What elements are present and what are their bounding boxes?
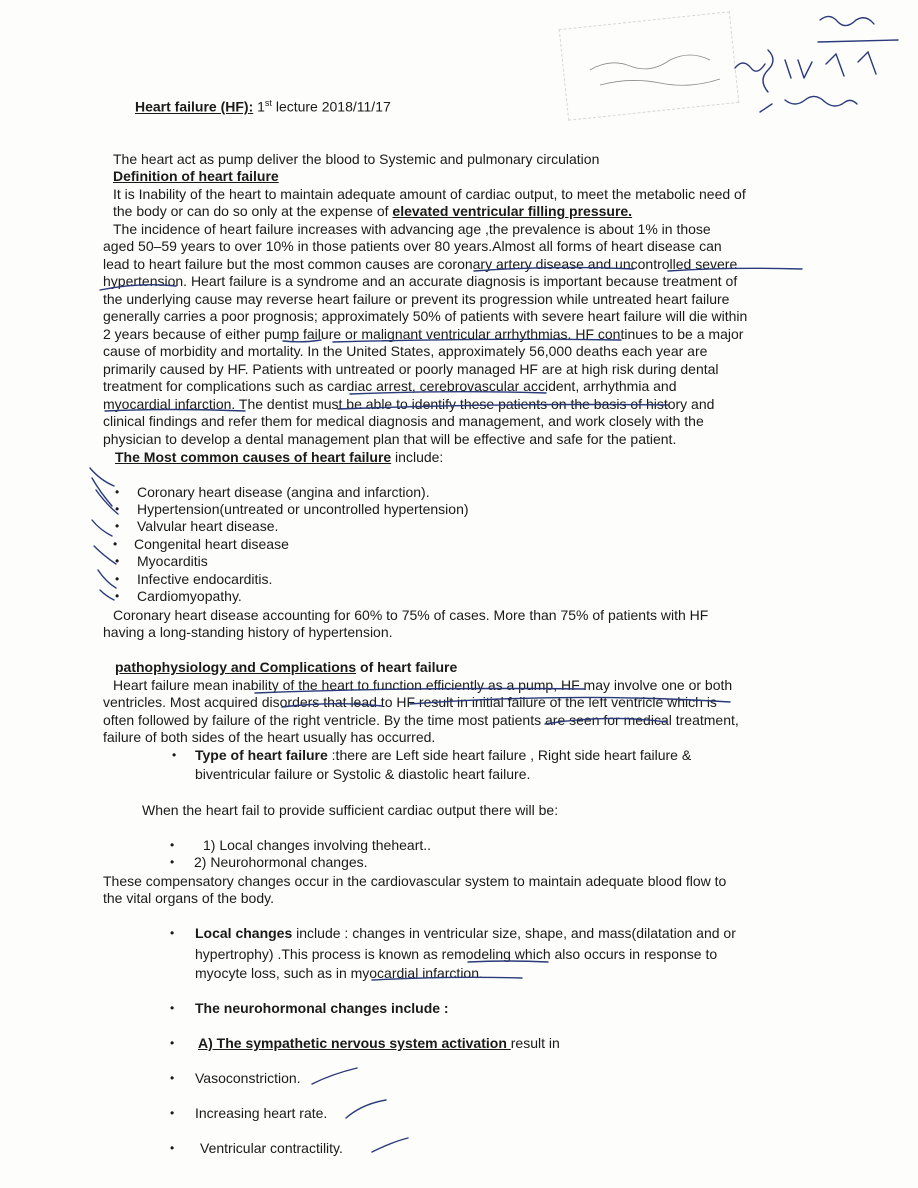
bullet: • bbox=[115, 572, 120, 586]
incidence-line: 2 years because of either pump failure or malignant ventricular arrhythmias. HF continues to be a major bbox=[103, 326, 744, 342]
incidence-line: treatment for complications such as cardiac arrest, cerebrovascular accident, arrhythmia and bbox=[103, 378, 677, 394]
incidence-line: hypertension. Heart failure is a syndrome and an accurate diagnosis is important because treatment of bbox=[103, 273, 738, 289]
margin-tick bbox=[92, 520, 112, 536]
effect-item: Increasing heart rate. bbox=[195, 1105, 328, 1121]
definition-line-2: the body or can do so only at the expense of elevated ventricular filling pressure. bbox=[113, 203, 633, 219]
check-stroke bbox=[346, 1100, 386, 1118]
compensatory-line-2: the vital organs of the body. bbox=[103, 890, 274, 906]
type-line-1: Type of heart failure :there are Left side heart failure , Right side heart failure & bbox=[195, 747, 692, 763]
bullet: • bbox=[170, 1106, 175, 1120]
local-line-3: myocyte loss, such as in myocardial infarction. bbox=[195, 965, 483, 981]
check-stroke bbox=[312, 1068, 357, 1084]
bullet: • bbox=[113, 537, 118, 551]
when-line: When the heart fail to provide sufficient cardiac output there will be: bbox=[142, 802, 559, 818]
incidence-line: lead to heart failure but the most common causes are coronary artery disease and uncontrolled severe bbox=[103, 256, 738, 272]
change-item: 1) Local changes involving theheart.. bbox=[203, 837, 432, 853]
handwriting-date bbox=[735, 50, 876, 92]
cause-item: Valvular heart disease. bbox=[137, 518, 279, 534]
local-line-2: hypertrophy) .This process is known as remodeling which also occurs in response to bbox=[195, 946, 718, 962]
lecture-title: Heart failure (HF): 1st lecture 2018/11/17 bbox=[135, 98, 391, 115]
cause-item: Cardiomyopathy. bbox=[137, 588, 242, 604]
definition-heading: Definition of heart failure bbox=[113, 168, 279, 184]
bullet: • bbox=[170, 926, 175, 940]
chd-line-1: Coronary heart disease accounting for 60% to 75% of cases. More than 75% of patients with HF bbox=[113, 607, 709, 623]
bullet: • bbox=[170, 1036, 175, 1050]
effect-item: Vasoconstriction. bbox=[195, 1070, 301, 1086]
handwriting-arabic-2 bbox=[760, 96, 857, 112]
bullet: • bbox=[172, 748, 177, 762]
intro-line: The heart act as pump deliver the blood to Systemic and pulmonary circulation bbox=[113, 151, 600, 167]
margin-tick bbox=[92, 478, 112, 506]
definition-line-1: It is Inability of the heart to maintain adequate amount of cardiac output, to meet the metabolic need of bbox=[113, 186, 746, 202]
check-stroke bbox=[372, 1138, 408, 1152]
handwriting-arabic-1 bbox=[818, 16, 898, 42]
bullet: • bbox=[170, 838, 175, 852]
incidence-line: The incidence of heart failure increases with advancing age ,the prevalence is about 1% in those bbox=[113, 221, 711, 237]
compensatory-line-1: These compensatory changes occur in the cardiovascular system to maintain adequate blood flow to bbox=[103, 873, 727, 889]
bullet: • bbox=[115, 554, 120, 568]
causes-heading: The Most common causes of heart failure include: bbox=[115, 449, 444, 465]
bullet: • bbox=[115, 589, 120, 603]
path-line: failure of both sides of the heart usually has occurred. bbox=[103, 729, 436, 745]
cause-item: Hypertension(untreated or uncontrolled hypertension) bbox=[137, 501, 469, 517]
incidence-line: physician to develop a dental management plan that will be effective and safe for the patient. bbox=[103, 431, 677, 447]
path-line: ventricles. Most acquired disorders that lead to HF result in initial failure of the left ventricle which is bbox=[103, 694, 717, 710]
cause-item: Coronary heart disease (angina and infarction). bbox=[137, 484, 430, 500]
incidence-line: cause of morbidity and mortality. In the United States, approximately 56,000 deaths each year are bbox=[103, 343, 708, 359]
type-line-2: biventricular failure or Systolic & diastolic heart failure. bbox=[195, 766, 531, 782]
incidence-line: myocardial infarction. The dentist must be able to identify these patients on the basis of history and bbox=[103, 396, 715, 412]
neuro-heading: The neurohormonal changes include : bbox=[195, 1000, 449, 1016]
effect-item: Ventricular contractility. bbox=[200, 1140, 343, 1156]
incidence-line: clinical findings and refer them for medical diagnosis and management, and work closely with the bbox=[103, 413, 704, 429]
cause-item: Myocarditis bbox=[137, 553, 208, 569]
incidence-line: aged 50–59 years to over 10% in those patients over 80 years.Almost all forms of heart disease can bbox=[103, 238, 722, 254]
bullet: • bbox=[170, 1141, 175, 1155]
bullet: • bbox=[170, 1071, 175, 1085]
path-line: often followed by failure of the right ventricle. By the time most patients are seen for medical treatment, bbox=[103, 712, 739, 728]
margin-tick bbox=[100, 590, 114, 600]
pathophysiology-heading: pathophysiology and Complications of heart failure bbox=[115, 659, 458, 675]
cause-item: Infective endocarditis. bbox=[137, 571, 273, 587]
incidence-line: primarily caused by HF. Patients with untreated or poorly managed HF are at high risk during dental bbox=[103, 361, 719, 377]
incidence-line: the underlying cause may reverse heart failure or prevent its progression while untreated heart failure bbox=[103, 291, 730, 307]
bullet: • bbox=[170, 855, 175, 869]
path-line: Heart failure mean inability of the heart to function efficiently as a pump, HF may involve one or both bbox=[113, 677, 733, 693]
bullet: • bbox=[115, 502, 120, 516]
chd-line-2: having a long-standing history of hypertension. bbox=[103, 624, 393, 640]
margin-tick bbox=[98, 570, 116, 588]
bullet: • bbox=[115, 519, 120, 533]
incidence-line: generally carries a poor prognosis; approximately 50% of patients with severe heart failure will die within bbox=[103, 308, 748, 324]
margin-tick bbox=[90, 468, 114, 486]
sympathetic-line: A) The sympathetic nervous system activation result in bbox=[198, 1035, 560, 1051]
change-item: 2) Neurohormonal changes. bbox=[194, 854, 368, 870]
local-line-1: Local changes include : changes in ventricular size, shape, and mass(dilatation and or bbox=[195, 925, 736, 941]
faded-stamp bbox=[559, 11, 740, 120]
cause-item: Congenital heart disease bbox=[134, 536, 289, 552]
bullet: • bbox=[115, 485, 120, 499]
bullet: • bbox=[170, 1001, 175, 1015]
